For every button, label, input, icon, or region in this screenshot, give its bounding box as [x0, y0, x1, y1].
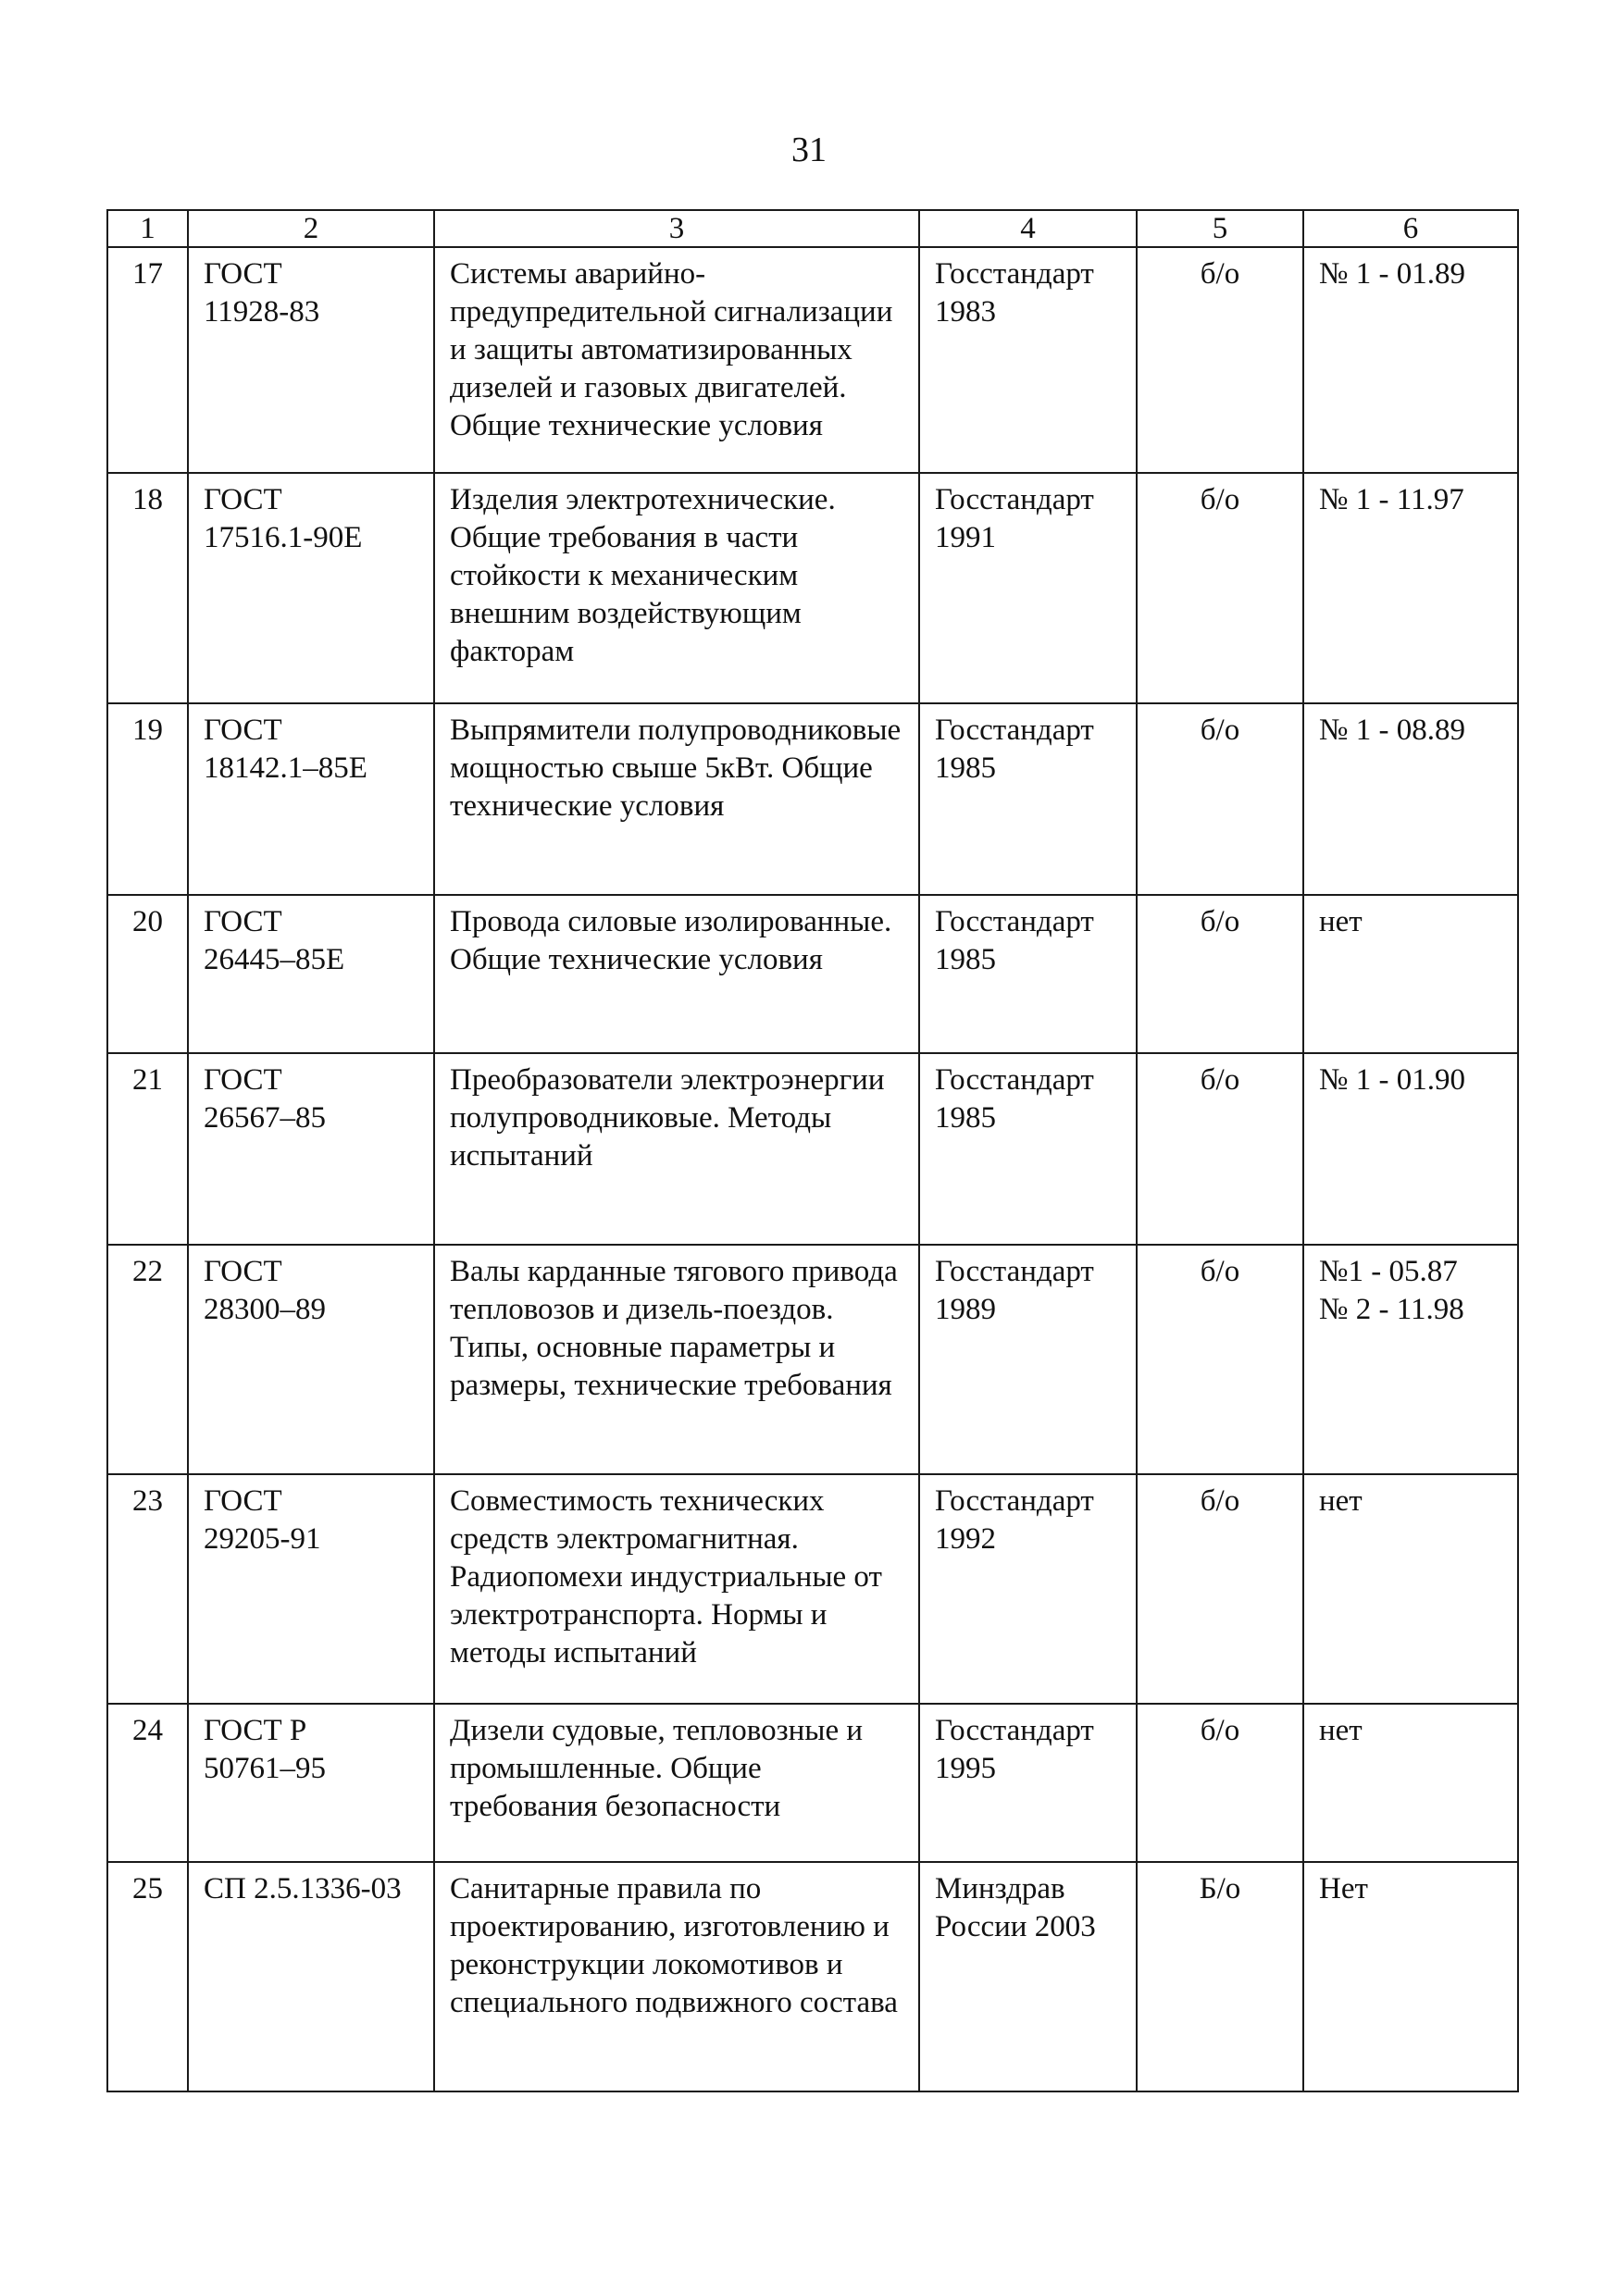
standard-title: Системы аварийно-предупредительной сигнализации и защиты автоматизированных дизелей и газовых двигателей. Общие технические условия [434, 247, 919, 473]
page-number: 31 [791, 130, 827, 169]
amendments: № 1 - 01.89 [1303, 247, 1518, 473]
status-mark: б/о [1137, 473, 1303, 703]
issuing-body: Госстандарт 1985 [919, 1053, 1137, 1245]
table-row [107, 895, 1518, 1053]
status-mark: б/о [1137, 1704, 1303, 1862]
column-header-designation: 2 [188, 210, 434, 247]
standard-designation: ГОСТ 26567–85 [188, 1053, 434, 1245]
table-header-row [107, 210, 1518, 247]
row-number: 22 [107, 1245, 188, 1474]
amendments: № 1 - 01.90 [1303, 1053, 1518, 1245]
row-number: 19 [107, 703, 188, 895]
standard-designation: ГОСТ 17516.1-90Е [188, 473, 434, 703]
issuing-body: Минздрав России 2003 [919, 1862, 1137, 2091]
standards-table [106, 209, 1519, 2092]
row-number: 20 [107, 895, 188, 1053]
row-number: 21 [107, 1053, 188, 1245]
standard-designation: ГОСТ 29205-91 [188, 1474, 434, 1704]
status-mark: Б/о [1137, 1862, 1303, 2091]
issuing-body: Госстандарт 1992 [919, 1474, 1137, 1704]
status-mark: б/о [1137, 247, 1303, 473]
row-number: 25 [107, 1862, 188, 2091]
amendments: Нет [1303, 1862, 1518, 2091]
table-row [107, 1474, 1518, 1704]
issuing-body: Госстандарт 1985 [919, 703, 1137, 895]
status-mark: б/о [1137, 895, 1303, 1053]
table-row [107, 1862, 1518, 2091]
status-mark: б/о [1137, 1245, 1303, 1474]
table-row [107, 1245, 1518, 1474]
status-mark: б/о [1137, 1474, 1303, 1704]
row-number: 17 [107, 247, 188, 473]
table-row [107, 1704, 1518, 1862]
column-header-amendments: 6 [1303, 210, 1518, 247]
standard-designation: ГОСТ 11928-83 [188, 247, 434, 473]
issuing-body: Госстандарт 1989 [919, 1245, 1137, 1474]
amendments: № 1 - 08.89 [1303, 703, 1518, 895]
amendments: №1 - 05.87 № 2 - 11.98 [1303, 1245, 1518, 1474]
amendments: нет [1303, 1474, 1518, 1704]
column-header-issuer: 4 [919, 210, 1137, 247]
standard-title: Изделия электротехнические. Общие требования в части стойкости к механическим внешним воздействующим факторам [434, 473, 919, 703]
table-row [107, 703, 1518, 895]
table-row [107, 1053, 1518, 1245]
standard-title: Провода силовые изолированные. Общие технические условия [434, 895, 919, 1053]
column-header-number: 1 [107, 210, 188, 247]
issuing-body: Госстандарт 1991 [919, 473, 1137, 703]
issuing-body: Госстандарт 1995 [919, 1704, 1137, 1862]
status-mark: б/о [1137, 1053, 1303, 1245]
standard-title: Санитарные правила по проектированию, изготовлению и реконструкции локомотивов и специального подвижного состава [434, 1862, 919, 2091]
table-row [107, 247, 1518, 473]
column-header-title: 3 [434, 210, 919, 247]
standard-designation: ГОСТ 18142.1–85Е [188, 703, 434, 895]
standard-designation: ГОСТ Р 50761–95 [188, 1704, 434, 1862]
status-mark: б/о [1137, 703, 1303, 895]
standard-title: Выпрямители полупроводниковые мощностью свыше 5кВт. Общие технические условия [434, 703, 919, 895]
standard-title: Преобразователи электроэнергии полупроводниковые. Методы испытаний [434, 1053, 919, 1245]
issuing-body: Госстандарт 1983 [919, 247, 1137, 473]
column-header-status: 5 [1137, 210, 1303, 247]
table-row [107, 473, 1518, 703]
standard-title: Дизели судовые, тепловозные и промышленные. Общие требования безопасности [434, 1704, 919, 1862]
issuing-body: Госстандарт 1985 [919, 895, 1137, 1053]
standard-designation: ГОСТ 28300–89 [188, 1245, 434, 1474]
standard-designation: СП 2.5.1336-03 [188, 1862, 434, 2091]
amendments: № 1 - 11.97 [1303, 473, 1518, 703]
amendments: нет [1303, 1704, 1518, 1862]
standard-title: Валы карданные тягового привода тепловозов и дизель-поездов. Типы, основные параметры и размеры, технические требования [434, 1245, 919, 1474]
amendments: нет [1303, 895, 1518, 1053]
row-number: 18 [107, 473, 188, 703]
row-number: 23 [107, 1474, 188, 1704]
row-number: 24 [107, 1704, 188, 1862]
standard-title: Совместимость технических средств электромагнитная. Радиопомехи индустриальные от электротранспорта. Нормы и методы испытаний [434, 1474, 919, 1704]
standard-designation: ГОСТ 26445–85Е [188, 895, 434, 1053]
